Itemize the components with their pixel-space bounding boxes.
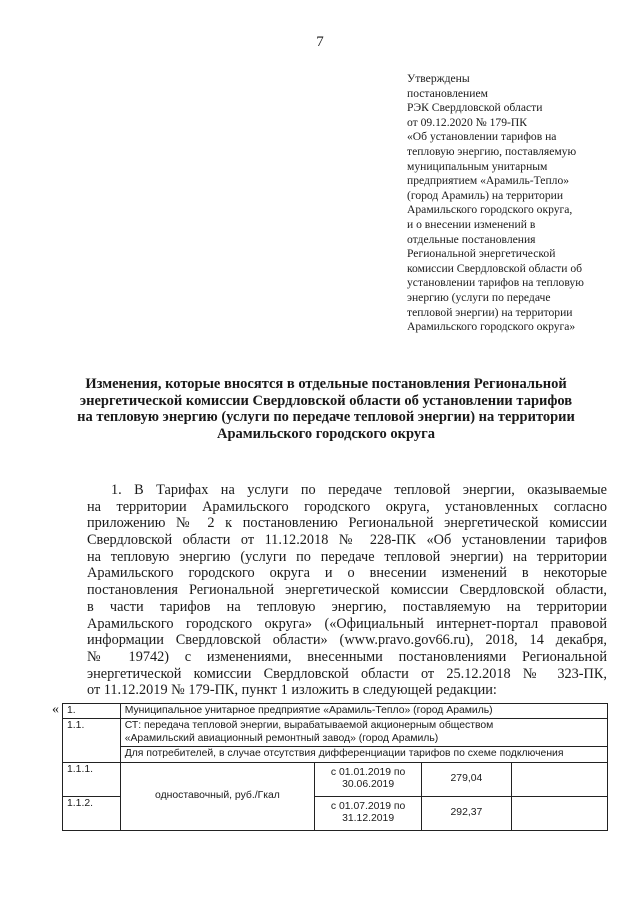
approval-line: «Об установлении тарифов на xyxy=(407,130,557,144)
paragraph-line: Арамильского городского округа и о внесении изменений в некоторые xyxy=(87,565,607,582)
paragraph-line: на тепловую энергию (услуги по передаче тепловой энергии) на территории xyxy=(87,548,607,565)
approval-line: комиссии Свердловской области об xyxy=(407,261,583,275)
empty-cell xyxy=(511,796,607,830)
paragraph-line: № 19742) с изменениями, внесенными постановлениями Региональной xyxy=(87,648,607,665)
title-line: энергетической комиссии Свердловской области об установлении тарифов xyxy=(79,392,573,409)
service-description xyxy=(120,719,607,747)
paragraph-line: на территории Арамильского городского округа, установленных согласно xyxy=(87,498,607,515)
approval-line: и о внесении изменений в xyxy=(407,217,536,231)
paragraph-line: 1. В Тарифах на услуги по передаче тепловой энергии, оказываемые xyxy=(111,482,607,498)
paragraph-line: от 11.12.2019 № 179-ПК, пункт 1 изложить в следующей редакции: xyxy=(87,682,497,699)
approval-line: тепловой энергии) на территории xyxy=(407,305,573,319)
approval-line: от 09.12.2020 № 179-ПК xyxy=(407,115,527,129)
document-title xyxy=(70,376,582,442)
approval-line: энергию (услуги по передаче xyxy=(407,290,551,304)
approval-line: Региональной энергетической xyxy=(407,247,556,261)
title-line: Арамильского городского округа xyxy=(217,425,435,442)
row-number: 1.1.2. xyxy=(63,796,121,830)
tariff-period: с 01.07.2019 по 31.12.2019 xyxy=(315,796,422,830)
approval-line: Арамильского городского округа» xyxy=(407,320,576,334)
approval-line: Арамильского городского округа, xyxy=(407,203,573,217)
paragraph-line: Свердловской области от 11.12.2018 № 228-ПК «Об установлении тарифов xyxy=(87,532,607,549)
approval-line: муниципальным унитарным xyxy=(407,159,548,173)
paragraph-line: постановления Региональной энергетической комиссии Свердловской области, xyxy=(87,582,607,599)
body-paragraph xyxy=(87,482,607,699)
tariff-value: 292,37 xyxy=(422,796,512,830)
tariff-unit: одноставочный, руб./Гкал xyxy=(120,762,314,830)
approval-line: тепловую энергию, поставляемую xyxy=(407,144,577,158)
table-row xyxy=(63,719,608,747)
paragraph-line: приложению № 2 к постановлению Региональной энергетической комиссии xyxy=(87,515,607,532)
empty-cell xyxy=(511,762,607,796)
consumer-group: Для потребителей, в случае отсутствия дифференциации тарифов по схеме подключения xyxy=(120,747,607,762)
approval-line: отдельные постановления xyxy=(407,232,536,246)
row-number: 1. xyxy=(63,704,121,719)
title-line: Изменения, которые вносятся в отдельные постановления Региональной xyxy=(85,376,567,392)
approval-line: установлении тарифов на тепловую xyxy=(407,276,584,290)
paragraph-line: информации Свердловской области» (www.pravo.gov66.ru), 2018, 14 декабря, xyxy=(87,632,607,649)
table-row xyxy=(63,704,608,719)
row-number: 1.1.1. xyxy=(63,762,121,796)
row-number: 1.1. xyxy=(63,719,121,762)
tariff-table xyxy=(62,703,608,831)
approval-line: РЭК Свердловской области xyxy=(407,101,543,115)
approval-block xyxy=(407,72,617,335)
organization-name: Муниципальное унитарное предприятие «Арамиль-Тепло» (город Арамиль) xyxy=(120,704,607,719)
approval-line: (город Арамиль) на территории xyxy=(407,188,564,202)
paragraph-line: в части тарифов на тепловую энергию, поставляемую на территории xyxy=(87,598,607,615)
title-line: на тепловую энергию (услуги по передаче тепловой энергии) на территории xyxy=(77,409,575,426)
tariff-value: 279,04 xyxy=(422,762,512,796)
paragraph-line: энергетической комиссии Свердловской области от 25.12.2018 № 323-ПК, xyxy=(87,665,607,682)
service-description-line: «Арамильский авиационный ремонтный завод» (город Арамиль) xyxy=(124,732,439,744)
page-number: 7 xyxy=(316,34,324,50)
table-row xyxy=(63,747,608,762)
paragraph-line: Арамильского городского округа» («Официальный интернет-портал правовой xyxy=(87,615,607,632)
table-row xyxy=(63,762,608,796)
service-description-line: СТ: передача тепловой энергии, вырабатываемой акционерным обществом xyxy=(124,720,494,732)
approval-line: Утверждены xyxy=(407,72,470,85)
tariff-period: с 01.01.2019 по 30.06.2019 xyxy=(315,762,422,796)
approval-line: предприятием «Арамиль-Тепло» xyxy=(407,174,570,188)
opening-quote: « xyxy=(52,702,59,717)
approval-line: постановлением xyxy=(407,86,488,100)
